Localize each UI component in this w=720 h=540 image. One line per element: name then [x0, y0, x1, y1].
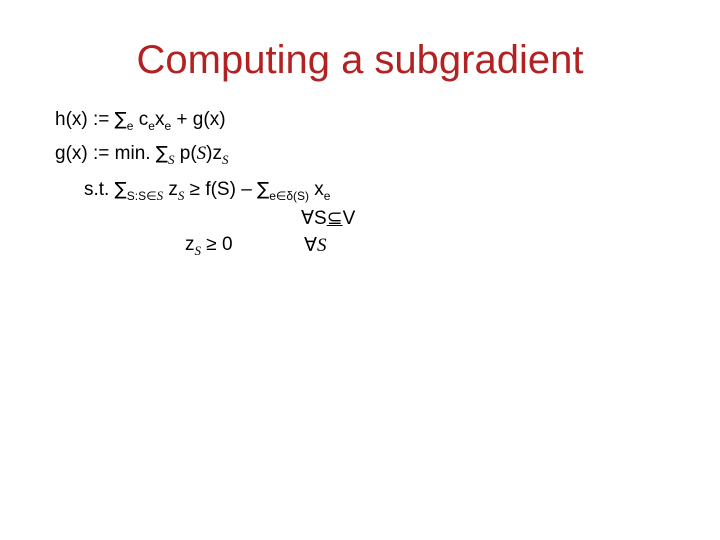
x-subscript: e [323, 189, 331, 203]
h-lhs: h(x) := [55, 109, 115, 130]
forall-symbol: ∀ [301, 207, 314, 229]
sum-subscript: e [126, 119, 134, 133]
z-term: z [163, 179, 178, 200]
h-definition-line [55, 108, 226, 133]
c-term: c [133, 109, 149, 130]
sum-symbol: ∑ [114, 109, 127, 130]
z-subscript: S [177, 188, 185, 203]
sum-subscript: S [167, 152, 175, 167]
sum2-subscript: e∈δ(S) [269, 189, 310, 203]
st-label: s.t. [84, 179, 115, 200]
x-subscript: e [164, 119, 172, 133]
z-subscript: S [194, 243, 201, 258]
sum-symbol: ∑ [155, 143, 168, 164]
x-term: x [309, 179, 324, 200]
p-close-z: )z [206, 143, 222, 164]
forall-subset-line [301, 206, 355, 231]
h-rest: + g(x) [171, 109, 226, 130]
sum-subscript-set: S [156, 188, 164, 203]
v-set: V [342, 208, 356, 229]
slide-title: Computing a subgradient [136, 38, 584, 82]
sum-symbol-2: ∑ [257, 179, 270, 200]
s-variable: S [317, 235, 327, 256]
p-term: p( [174, 143, 197, 164]
s-set: S [314, 208, 327, 229]
forall-symbol: ∀ [304, 234, 317, 256]
nonnegativity-line [185, 233, 233, 258]
s-variable: S [196, 143, 207, 164]
g-lhs: g(x) := min. [55, 143, 156, 164]
z-subscript: S [221, 152, 229, 167]
g-definition-line [55, 142, 228, 167]
c-subscript: e [148, 119, 155, 133]
rhs-term: ≥ f(S) – [184, 179, 258, 200]
geq-zero: ≥ 0 [201, 234, 233, 255]
z-term: z [185, 234, 195, 255]
sum-symbol: ∑ [114, 179, 127, 200]
x-term: x [154, 109, 165, 130]
subset-symbol: ⊆ [326, 207, 343, 229]
nonnegativity-forall [304, 233, 327, 258]
constraint-line [84, 178, 330, 203]
sum-subscript: S:S∈ [126, 189, 157, 203]
